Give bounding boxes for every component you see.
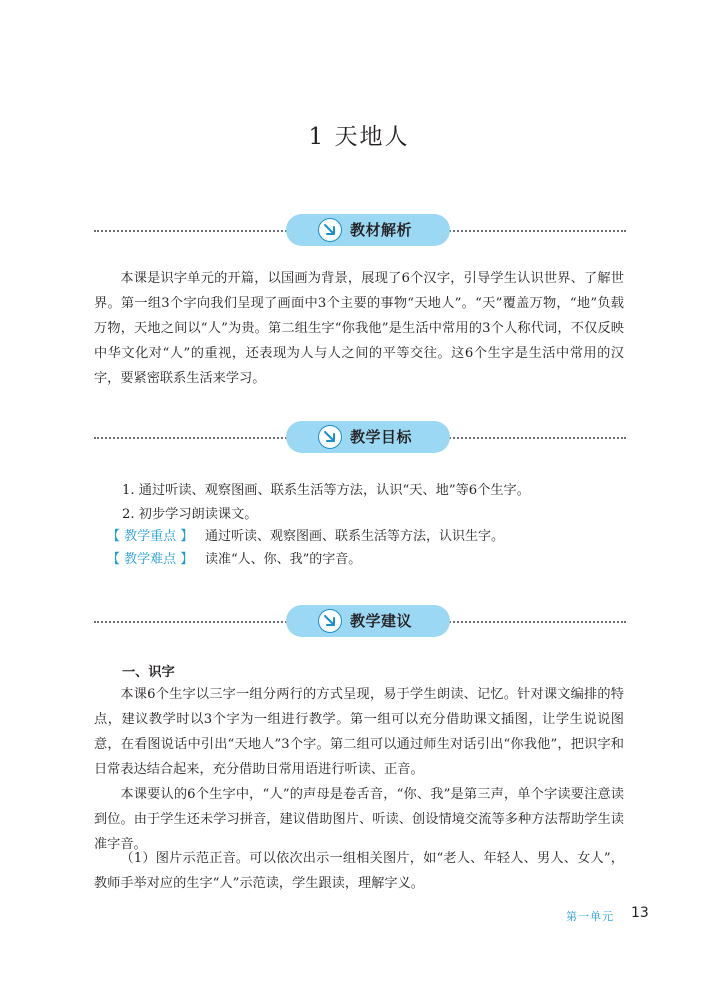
key-point-text: 通过听读、观察图画、联系生活等方法，认识生字。: [205, 529, 505, 544]
section-pill: [286, 214, 450, 246]
section-header-analysis: [94, 214, 626, 248]
goal-item: 1. 通过听读、观察图画、联系生活等方法，认识“天、地”等6个生字。: [122, 483, 530, 498]
goal-item: 2. 初步学习朗读课文。: [122, 507, 258, 522]
subheading-literacy: 一、识字: [122, 665, 175, 680]
suggestion-paragraph: 本课要认的6个生字中，“人”的声母是卷舌音，“你、我”是第三声，单个字读要注意读到位。由于学生还未学习拼音，建议借助图片、听读、创设情境交流等多种方法帮助学生读准字音。: [94, 787, 624, 852]
analysis-paragraph: 本课是识字单元的开篇，以国画为背景，展现了6个汉字，引导学生认识世界、了解世界。第一组3个字向我们呈现了画面中3个主要的事物“天地人”。“天”覆盖万物，“地”负载万物，天地之间以“人”为贵。第二组生字“你我他”是生活中常用的3个人称代词，不仅反映中华文化对“人”的重视，还表现为人与人之间的平等交往。这6个生字是生活中常用的汉字，要紧密联系生活来学习。: [94, 271, 624, 386]
key-point-label: 【 教学重点 】: [107, 529, 194, 544]
section-label: 教材解析: [350, 221, 413, 239]
section-pill: [286, 605, 450, 637]
section-header-goals: [94, 421, 626, 455]
section-pill: [286, 421, 450, 453]
section-header-suggestions: [94, 605, 626, 639]
arrow-circle-icon: [318, 218, 342, 242]
section-label: 教学建议: [350, 612, 413, 630]
suggestion-paragraph: （1）图片示范正音。可以依次出示一组相关图片，如“老人、年轻人、男人、女人”，教师手举对应的生字“人”示范读，学生跟读，理解字义。: [94, 851, 624, 891]
page-title: 1 天地人: [308, 124, 410, 150]
section-label: 教学目标: [350, 428, 413, 446]
page-number: 13: [631, 905, 649, 921]
difficulty-text: 读准“人、你、我”的字音。: [205, 552, 362, 567]
suggestion-paragraph: 本课6个生字以三字一组分两行的方式呈现，易于学生朗读、记忆。针对课文编排的特点，建议教学时以3个字为一组进行教学。第一组可以充分借助课文插图，让学生说说图意，在看图说话中引出“天地人”3个字。第二组可以通过师生对话引出“你我他”，把识字和日常表达结合起来，充分借助日常用语进行听读、正音。: [94, 687, 624, 777]
arrow-circle-icon: [318, 425, 342, 449]
arrow-circle-icon: [318, 609, 342, 633]
difficulty-label: 【 教学难点 】: [107, 552, 194, 567]
footer-unit: 第一单元: [566, 910, 614, 923]
